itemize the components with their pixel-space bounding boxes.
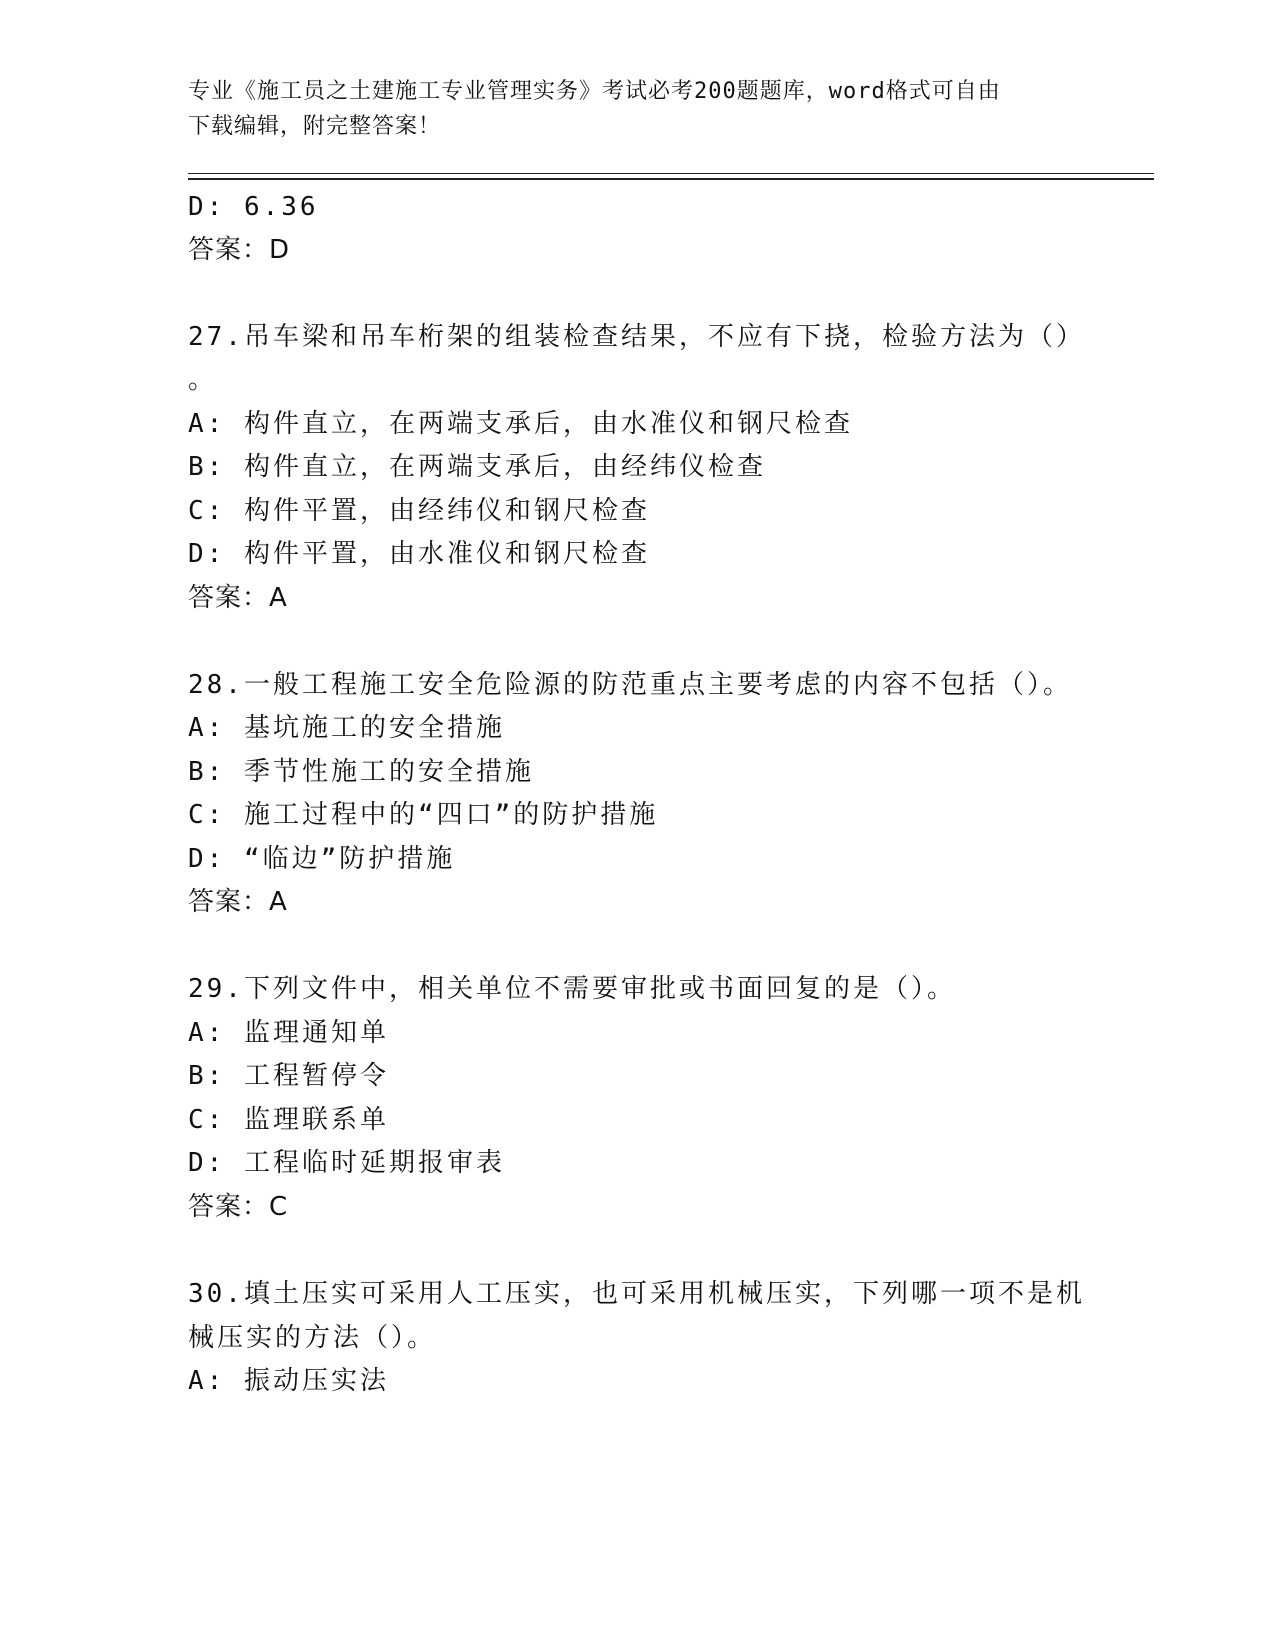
q28-option-d: D: “临边”防护措施 [188, 844, 456, 874]
q26-option-d: D: 6.36 [188, 192, 319, 222]
q27-option-b: B: 构件直立，在两端支承后，由经纬仪检查 [188, 452, 766, 482]
q29-option-b: B: 工程暂停令 [188, 1061, 389, 1091]
q29-option-a: A: 监理通知单 [188, 1018, 389, 1048]
q26-answer: 答案：D [188, 235, 291, 265]
q28-answer: 答案：A [188, 887, 288, 917]
header-divider-thin [188, 173, 1154, 174]
q30-stem-line-2: 械压实的方法（）。 [188, 1323, 437, 1353]
q29-answer: 答案：C [188, 1192, 289, 1222]
header-title-line-1: 专业《施工员之土建施工专业管理实务》考试必考200题题库，word格式可自由 [188, 79, 1001, 104]
q27-option-d: D: 构件平置，由水准仪和钢尺检查 [188, 539, 650, 569]
header-title-line-2: 下载编辑，附完整答案！ [188, 114, 442, 139]
q28-option-a: A: 基坑施工的安全措施 [188, 713, 505, 743]
q30-option-a: A: 振动压实法 [188, 1366, 389, 1396]
q27-answer: 答案：A [188, 583, 288, 613]
q29-stem: 29.下列文件中，相关单位不需要审批或书面回复的是（）。 [188, 974, 956, 1004]
q29-option-d: D: 工程临时延期报审表 [188, 1148, 505, 1178]
header-divider-thick [188, 178, 1154, 180]
q27-stem-line-1: 27.吊车梁和吊车桁架的组装检查结果，不应有下挠，检验方法为（） [188, 322, 1085, 352]
q28-stem: 28.一般工程施工安全危险源的防范重点主要考虑的内容不包括（）。 [188, 670, 1072, 700]
q29-option-c: C: 监理联系单 [188, 1105, 389, 1135]
q27-option-a: A: 构件直立，在两端支承后，由水准仪和钢尺检查 [188, 409, 853, 439]
q27-stem-line-2: 。 [188, 365, 218, 395]
q27-option-c: C: 构件平置，由经纬仪和钢尺检查 [188, 496, 650, 526]
document-header [188, 74, 1088, 144]
q28-option-b: B: 季节性施工的安全措施 [188, 757, 534, 787]
q28-option-c: C: 施工过程中的“四口”的防护措施 [188, 800, 659, 830]
q30-stem-line-1: 30.填土压实可采用人工压实，也可采用机械压实，下列哪一项不是机 [188, 1279, 1085, 1309]
